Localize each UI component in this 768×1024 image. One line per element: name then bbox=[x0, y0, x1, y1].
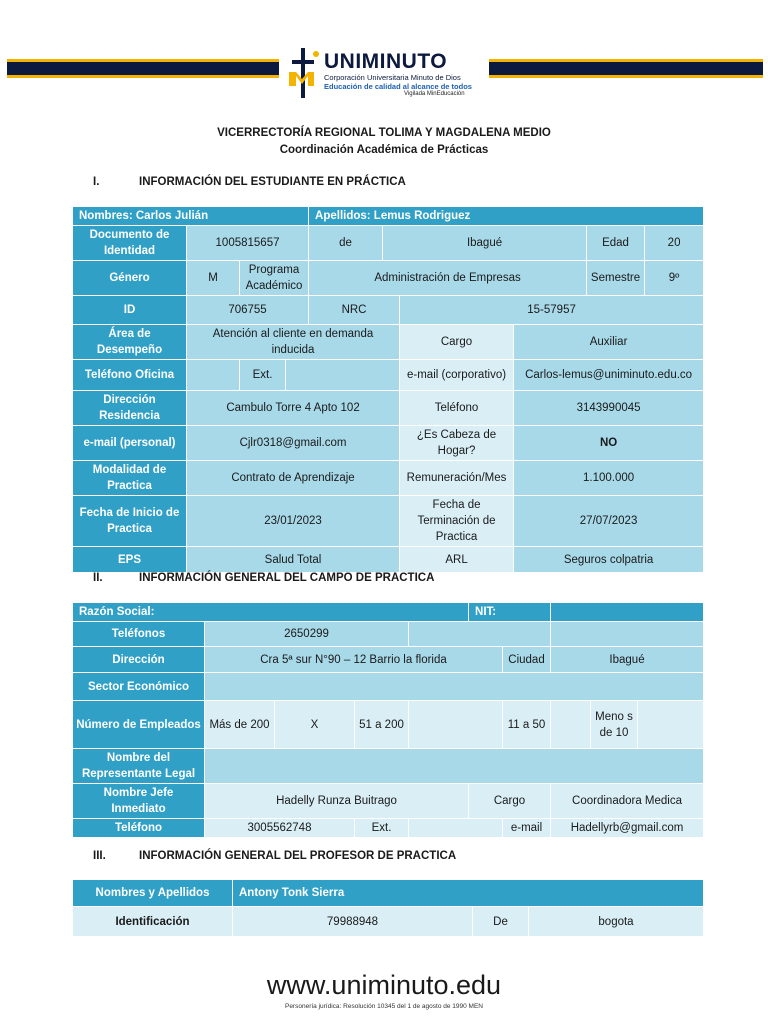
sector-label: Sector Económico bbox=[73, 673, 205, 701]
doc-city: Ibagué bbox=[383, 226, 587, 261]
ext-value bbox=[409, 819, 503, 838]
inicio-label: Fecha de Inicio de Practica bbox=[73, 496, 187, 547]
mas-200-label: Más de 200 bbox=[205, 701, 275, 749]
profesor-id-value: 79988948 bbox=[233, 907, 473, 937]
telefonos-extra-2 bbox=[551, 622, 704, 647]
telefono-value: 3005562748 bbox=[205, 819, 355, 838]
empleados-label: Número de Empleados bbox=[73, 701, 205, 749]
section-1-heading bbox=[93, 176, 406, 188]
jefe-label: Nombre Jefe Inmediato bbox=[73, 784, 205, 819]
ext-label: Ext. bbox=[240, 360, 286, 391]
cross-emblem-icon bbox=[286, 46, 322, 102]
logo-subtitle: Corporación Universitaria Minuto de Dios bbox=[324, 73, 461, 82]
jefe-value: Hadelly Runza Buitrago bbox=[205, 784, 469, 819]
email-corp-value: Carlos-lemus@uniminuto.edu.co bbox=[514, 360, 704, 391]
telefono-label: Teléfono bbox=[400, 391, 514, 426]
email-pers-value: Cjlr0318@gmail.com bbox=[187, 426, 400, 461]
arl-value: Seguros colpatria bbox=[514, 547, 704, 573]
uniminuto-logo bbox=[286, 44, 486, 104]
edad-label: Edad bbox=[587, 226, 645, 261]
section-title: INFORMACIÓN GENERAL DEL CAMPO DE PRACTICA bbox=[139, 572, 435, 584]
direccion-label: Dirección Residencia bbox=[73, 391, 187, 426]
semestre-value: 9º bbox=[645, 261, 704, 296]
id-value: 706755 bbox=[187, 296, 309, 325]
programa-label: Programa Académico bbox=[240, 261, 309, 296]
de-label: de bbox=[309, 226, 383, 261]
email-corp-label: e-mail (corporativo) bbox=[400, 360, 514, 391]
modalidad-label: Modalidad de Practica bbox=[73, 461, 187, 496]
company-info-table bbox=[72, 602, 704, 838]
section-number: III. bbox=[93, 850, 106, 862]
fin-label: Fecha de Terminación de Practica bbox=[400, 496, 514, 547]
representante-label: Nombre del Representante Legal bbox=[73, 749, 205, 784]
cargo-value: Auxiliar bbox=[514, 325, 704, 360]
email-label: e-mail bbox=[503, 819, 551, 838]
telefono-label: Teléfono bbox=[73, 819, 205, 838]
student-info-table bbox=[72, 206, 704, 573]
cargo-value: Coordinadora Medica bbox=[551, 784, 704, 819]
tel-oficina-value bbox=[187, 360, 240, 391]
ciudad-value: Ibagué bbox=[551, 647, 704, 673]
nit-label: NIT: bbox=[469, 603, 551, 622]
logo-slogan: Educación de calidad al alcance de todos bbox=[324, 82, 472, 91]
remuneracion-label: Remuneración/Mes bbox=[400, 461, 514, 496]
student-surnames: Apellidos: Lemus Rodriguez bbox=[309, 207, 704, 226]
telefono-value: 3143990045 bbox=[514, 391, 704, 426]
section-title: INFORMACIÓN DEL ESTUDIANTE EN PRÁCTICA bbox=[139, 176, 406, 188]
genero-label: Género bbox=[73, 261, 187, 296]
email-value: Hadellyrb@gmail.com bbox=[551, 819, 704, 838]
section-number: I. bbox=[93, 176, 100, 188]
header-bar-right bbox=[489, 59, 763, 78]
ciudad-label: Ciudad bbox=[503, 647, 551, 673]
tel-oficina-label: Teléfono Oficina bbox=[73, 360, 187, 391]
cargo-label: Cargo bbox=[400, 325, 514, 360]
profesor-id-label: Identificación bbox=[73, 907, 233, 937]
direccion-label: Dirección bbox=[73, 647, 205, 673]
edad-value: 20 bbox=[645, 226, 704, 261]
direccion-value: Cra 5ª sur N°90 – 12 Barrio la florida bbox=[205, 647, 503, 673]
nrc-value: 15-57957 bbox=[400, 296, 704, 325]
area-label: Área de Desempeño bbox=[73, 325, 187, 360]
r51-200-mark bbox=[409, 701, 503, 749]
profesor-city: bogota bbox=[529, 907, 704, 937]
profesor-de-label: De bbox=[473, 907, 529, 937]
section-number: II. bbox=[93, 572, 103, 584]
ext-label: Ext. bbox=[355, 819, 409, 838]
ext-value bbox=[286, 360, 400, 391]
logo-brand: UNIMINUTO bbox=[324, 50, 448, 73]
eps-label: EPS bbox=[73, 547, 187, 573]
footer-legal-note: Personería jurídica: Resolución 10345 del 1 de agosto de 1990 MEN bbox=[284, 1003, 483, 1010]
header-bar-left bbox=[7, 59, 279, 78]
cabeza-value: NO bbox=[514, 426, 704, 461]
fin-value: 27/07/2023 bbox=[514, 496, 704, 547]
logo-vigilada: Vigilada MinEducación bbox=[404, 91, 465, 97]
student-names: Nombres: Carlos Julián bbox=[73, 207, 309, 226]
r11-50-label: 11 a 50 bbox=[503, 701, 551, 749]
representante-value bbox=[205, 749, 704, 784]
cabeza-label: ¿Es Cabeza de Hogar? bbox=[400, 426, 514, 461]
professor-info-table bbox=[72, 879, 704, 937]
mas-200-mark: X bbox=[275, 701, 355, 749]
cargo-label: Cargo bbox=[469, 784, 551, 819]
area-value: Atención al cliente en demanda inducida bbox=[187, 325, 400, 360]
nit-value bbox=[551, 603, 704, 622]
inicio-value: 23/01/2023 bbox=[187, 496, 400, 547]
sector-value bbox=[205, 673, 704, 701]
eps-value: Salud Total bbox=[187, 547, 400, 573]
remuneracion-value: 1.100.000 bbox=[514, 461, 704, 496]
telefonos-label: Teléfonos bbox=[73, 622, 205, 647]
section-2-heading bbox=[93, 572, 434, 584]
nrc-label: NRC bbox=[309, 296, 400, 325]
semestre-label: Semestre bbox=[587, 261, 645, 296]
email-pers-label: e-mail (personal) bbox=[73, 426, 187, 461]
direccion-value: Cambulo Torre 4 Apto 102 bbox=[187, 391, 400, 426]
programa-value: Administración de Empresas bbox=[309, 261, 587, 296]
section-title: INFORMACIÓN GENERAL DEL PROFESOR DE PRACTICA bbox=[139, 850, 457, 862]
doc-label: Documento de Identidad bbox=[73, 226, 187, 261]
section-3-heading bbox=[93, 850, 456, 862]
profesor-nombres-value: Antony Tonk Sierra bbox=[233, 880, 704, 907]
r11-50-mark bbox=[551, 701, 591, 749]
genero-value: M bbox=[187, 261, 240, 296]
arl-label: ARL bbox=[400, 547, 514, 573]
menos-10-mark bbox=[638, 701, 704, 749]
r51-200-label: 51 a 200 bbox=[355, 701, 409, 749]
document-title: VICERRECTORÍA REGIONAL TOLIMA Y MAGDALENA MEDIO bbox=[217, 127, 551, 139]
menos-10-label: Meno s de 10 bbox=[591, 701, 638, 749]
profesor-nombres-label: Nombres y Apellidos bbox=[73, 880, 233, 907]
razon-social-label: Razón Social: bbox=[73, 603, 469, 622]
document-subtitle: Coordinación Académica de Prácticas bbox=[279, 144, 489, 156]
telefonos-value: 2650299 bbox=[205, 622, 409, 647]
id-label: ID bbox=[73, 296, 187, 325]
modalidad-value: Contrato de Aprendizaje bbox=[187, 461, 400, 496]
telefonos-extra bbox=[409, 622, 551, 647]
doc-value: 1005815657 bbox=[187, 226, 309, 261]
footer-url: www.uniminuto.edu bbox=[266, 970, 502, 1000]
